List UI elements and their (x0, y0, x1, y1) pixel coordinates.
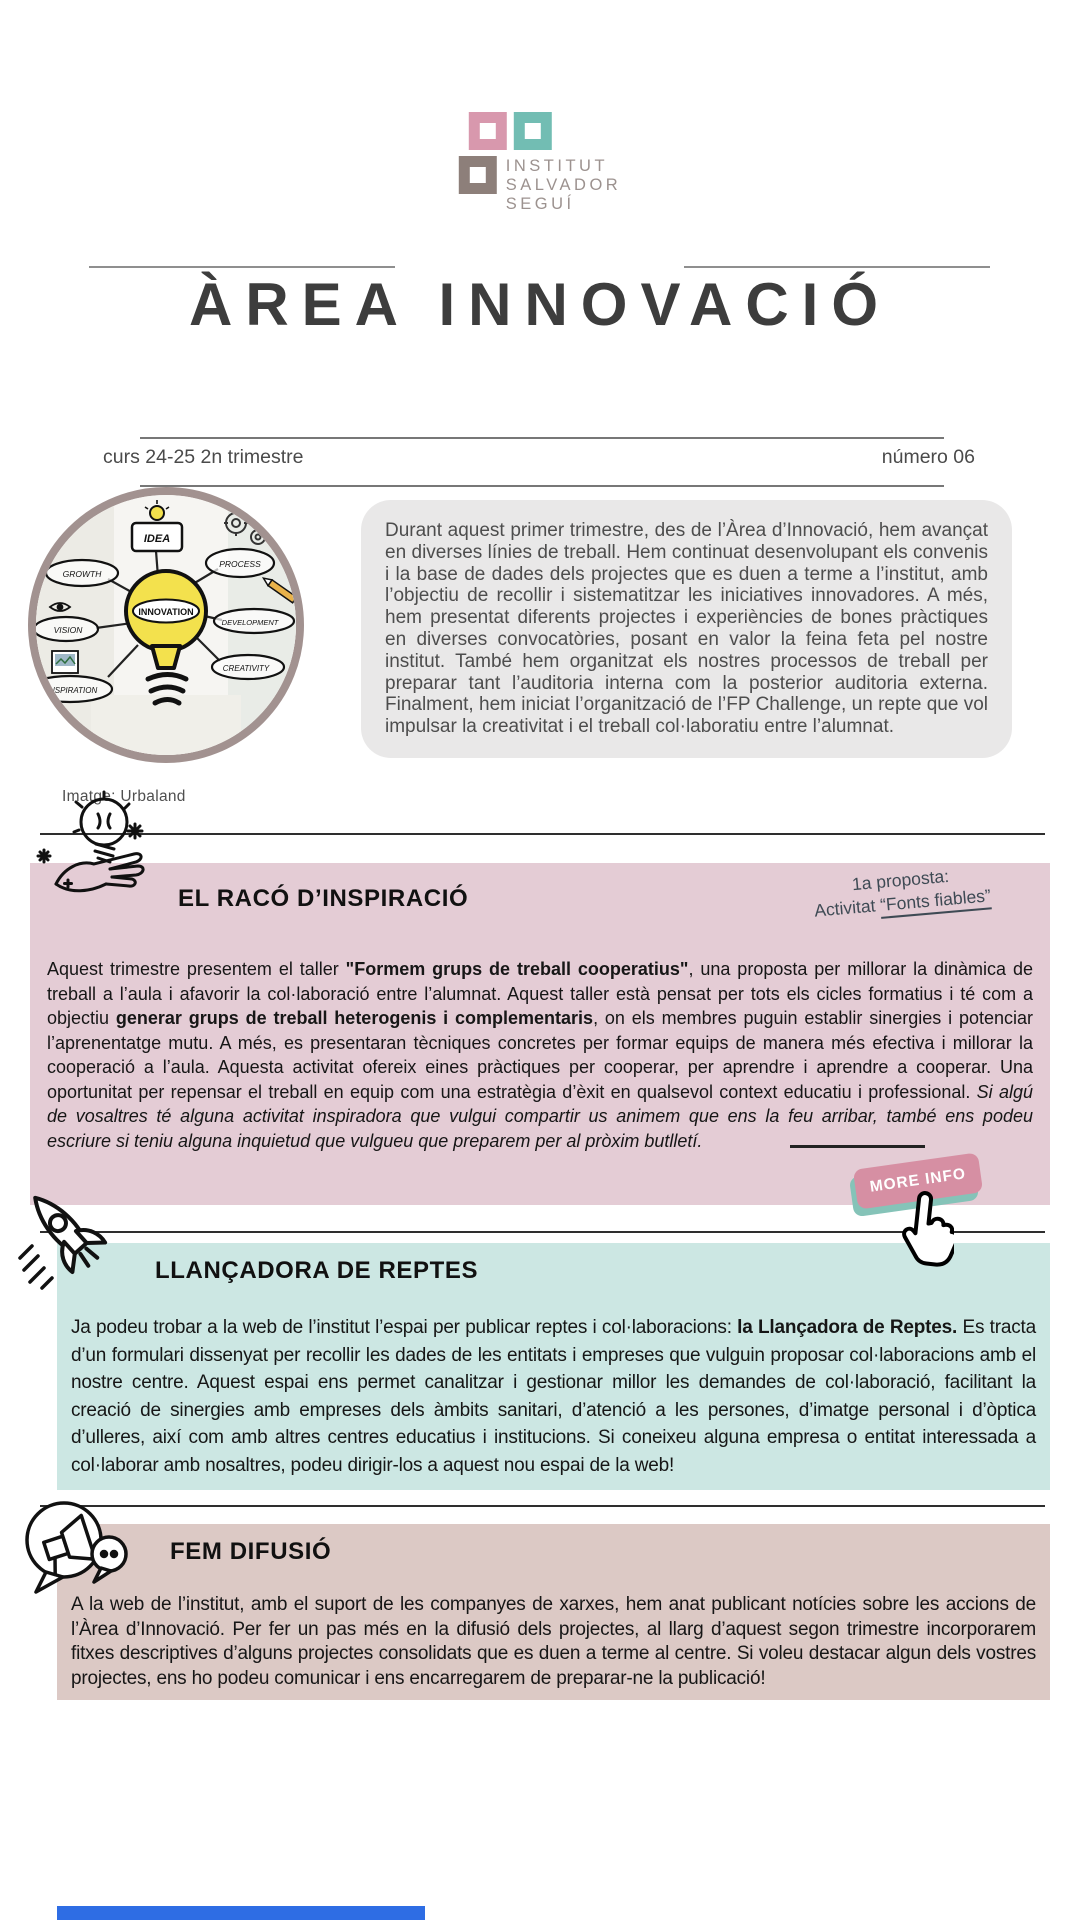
section-title: EL RACÓ D’INSPIRACIÓ (178, 885, 469, 912)
logo-line-3: SEGUÍ (505, 195, 575, 213)
megaphone-icon (16, 1496, 134, 1600)
logo-square-pink-icon (469, 112, 507, 150)
section-title: LLANÇADORA DE REPTES (155, 1257, 479, 1284)
label-process: PROCESS (219, 559, 261, 569)
divider (40, 833, 1045, 835)
hand-cursor-icon (892, 1189, 954, 1267)
logo-line-2: SALVADOR (505, 176, 622, 194)
institut-salvador-segui-logo (459, 112, 621, 214)
note-line-2: Activitat “Fonts fiables” (813, 885, 992, 921)
section-title: FEM DIFUSIÓ (170, 1538, 332, 1565)
label-vision: VISION (53, 625, 83, 635)
label-idea: IDEA (143, 533, 171, 545)
section-llancadora (57, 1243, 1050, 1490)
meta-rule-bottom (140, 485, 944, 487)
label-inspiration: INSPIRATION (46, 686, 98, 695)
issue-number: número 06 (881, 446, 975, 468)
label-creativity: CREATIVITY (222, 664, 270, 673)
section-body: Ja podeu trobar a la web de l’institut l’espai per publicar reptes i col·laboracions: la Llançadora de Reptes. Es tracta d’un formulari dissenyat per recollir les dades de les entitats i empreses que vulguin proposar col·laboracions amb el nostre centre. Aquest espai ens permet canalitzar i gestionar millor les demandes de col·laboració, facilitant la creació de sinergies amb empreses dels àmbits sanitari, d’atenció a les persones, d’imatge personal i d’òptica d’ulleres, així com amb altres centres educatius i institucions. Si coneixeu alguna empresa o entitat interessada a col·laborar amb nosaltres, podeu dirigir-los a aquest nou espai de la web! (71, 1317, 1036, 1476)
meta-rule-top (140, 437, 944, 439)
more-info-button[interactable]: MORE INFO (853, 1152, 983, 1209)
logo-wordmark (506, 156, 621, 214)
intro-paragraph: Durant aquest primer trimestre, des de l’Àrea d’Innovació, hem avançat en diverses línies de treball. Hem continuat desenvolupant els convenis i la base de dades dels projectes que es duen a terme a l’institut, amb l’objectiu de recollir i sistematitzar les iniciatives innovadores. A més, hem presentat diferents projectes i experiències de bones pràctiques en diverses convocatòries, posant en valor la feina feta pel nostre institut. També hem organitzat els nostres processos de treball per preparar tant l’auditoria interna com la posterior auditoria externa. Finalment, hem iniciat l’organització de l’FP Challenge, un repte que vol impulsar la creativitat i el treball col·laboratiu entre l’alumnat. (385, 520, 988, 738)
issue-meta (103, 446, 975, 469)
photo-icon (52, 651, 78, 673)
decorative-line-left (89, 266, 395, 268)
section-fem-difusio (57, 1524, 1050, 1700)
bottom-accent-bar (57, 1906, 425, 1920)
label-innovation: INNOVATION (138, 607, 194, 617)
image-credit: Imatge: Urbaland (62, 788, 186, 805)
innovation-mindmap-image (28, 487, 304, 763)
signature-line (790, 1145, 925, 1148)
section-body: A la web de l’institut, amb el suport de les companyes de xarxes, hem anat publicant notícies sobre les accions de l’Àrea d’Innovació. Per fer un pas més en la difusió dels projectes, al llarg d’aquest segon trimestre incorporarem fitxes descriptives d’alguns projectes consolidats que es duen a terme al centre. Si voleu destacar algun dels vostres projectes, ens ho podeu comunicar i ens encarregarem de preparar-ne la publicació! (71, 1594, 1036, 1689)
note-line-1: 1a proposta: (851, 865, 950, 895)
section-body: Aquest trimestre presentem el taller "Formem grups de treball cooperatius", una proposta per millorar la dinàmica de treball a l’aula i afavorir la col·laboració entre l’alumnat. Aquest taller està pensat per tots els cicles formatius i té com a objectiu generar grups de treball heterogenis i complementaris, on els membres puguin establir sinergies i potenciar l’aprenentatge mutu. A més, es presentaran tècniques concretes per formar equips de manera més efectiva i millorar la cooperació a l’aula. Aquesta activitat ofereix eines pràctiques per cooperar, per aprendre i aprendre a cooperar. Una oportunitat per repensar el treball en equip com una estratègia d’èxit en qualsevol context educatiu i professional. Si algú de vosaltres té alguna activitat inspiradora que vulgui compartir us animem que ens la feu arribar, també ens podeu escriure si teniu alguna inquietud que vulgueu que preparem per al pròxim butlletí. (47, 959, 1034, 1151)
divider (40, 1505, 1045, 1507)
note-activity-name: “Fonts fiables” (879, 885, 992, 919)
page-title: ÀREA INNOVACIÓ (188, 271, 892, 338)
label-growth: GROWTH (62, 569, 102, 579)
innovation-doodle-illustration (36, 495, 296, 755)
issue-term: curs 24-25 2n trimestre (103, 446, 304, 468)
logo-line-1: INSTITUT (505, 157, 609, 175)
lightbulb-hand-icon (32, 784, 160, 902)
intro-paragraph-box (361, 500, 1012, 758)
decorative-line-right (684, 266, 990, 268)
logo-square-teal-icon (514, 112, 552, 150)
logo-square-gray-icon (459, 156, 497, 194)
rocket-icon (14, 1180, 118, 1292)
section-raco-inspiracio (30, 863, 1050, 1205)
proposal-note (811, 861, 991, 922)
label-development: DEVELOPMENT (221, 618, 279, 627)
